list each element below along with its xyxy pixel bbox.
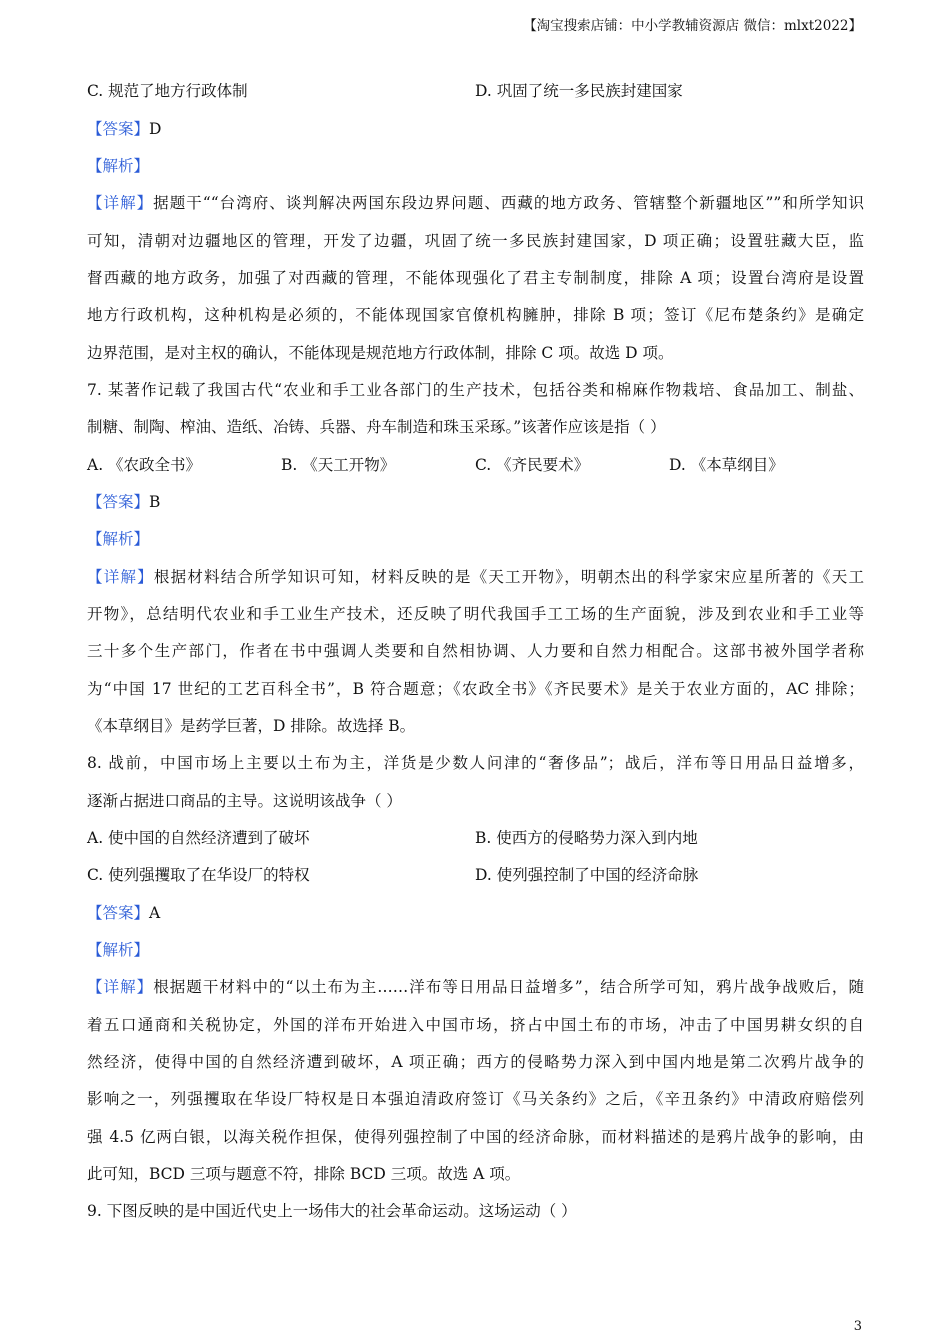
q8-option-b: B. 使西方的侵略势力深入到内地 [475,829,698,847]
q7-detail-text-1: 根据材料结合所学知识可知，材料反映的是《天工开物》，明朝杰出的科学家宋应星所著的《天工 [153,568,864,586]
q7-detail-line-5: 《本草纲目》是药学巨著，D 排除。故选择 B。 [87,717,416,735]
q9-stem: 9. 下图反映的是中国近代史上一场伟大的社会革命运动。这场运动（ ） [87,1202,577,1220]
q6-detail-line-4: 地方行政机构，这种机构是必须的，不能体现国家官僚机构臃肿，排除 B 项；签订《尼布楚条约》是确定 [87,306,864,324]
answer-tag: 【答案】 [87,120,150,138]
q8-stem-line-2: 逐渐占据进口商品的主导。这说明该战争（ ） [87,792,402,810]
q7-detail-line-3: 三十多个生产部门，作者在书中强调人类要和自然相协调、人力要和自然力相配合。这部书被外国学者称 [87,642,864,660]
q6-answer [87,119,864,139]
q7-detail-line-1 [87,567,864,587]
q8-analysis-heading [87,940,864,960]
q6-detail-line-3: 督西藏的地方政务，加强了对西藏的管理，不能体现强化了君主专制制度，排除 A 项；设置台湾府是设置 [87,269,864,287]
q6-detail-text-1: 据题干““台湾府、谈判解决两国东段边界问题、西藏的地方政务、管辖整个新疆地区””和所学知识 [153,194,864,212]
q7-stem-line-2: 制糖、制陶、榨油、造纸、冶铸、兵器、舟车制造和珠玉采琢。”该著作应该是指（ ） [87,418,666,436]
detail-tag: 【详解】 [87,978,154,996]
q7-option-b: B. 《天工开物》 [281,456,396,474]
detail-tag: 【详解】 [87,194,154,212]
q6-option-d: D. 巩固了统一多民族封建国家 [475,82,683,100]
answer-value: B [149,493,161,511]
q8-stem-line-1: 8. 战前，中国市场上主要以土布为主，洋货是少数人问津的“奢侈品”；战后，洋布等日用品日益增多， [87,754,864,772]
analysis-tag: 【解析】 [87,530,150,548]
detail-tag: 【详解】 [87,568,154,586]
q8-detail-line-2: 着五口通商和关税协定，外国的洋布开始进入中国市场，挤占中国土布的市场，冲击了中国男耕女织的自 [87,1016,864,1034]
answer-value: A [149,904,161,922]
q7-detail-line-4: 为“中国 17 世纪的工艺百科全书”，B 符合题意；《农政全书》《齐民要术》是关于农业方面的，AC 排除； [87,680,864,698]
q8-answer [87,903,864,923]
q6-detail-line-5: 边界范围，是对主权的确认，不能体现是规范地方行政体制，排除 C 项。故选 D 项。 [87,344,674,362]
analysis-tag: 【解析】 [87,941,150,959]
q8-detail-line-1 [87,977,864,997]
q8-option-d: D. 使列强控制了中国的经济命脉 [475,866,699,884]
q8-detail-line-3: 然经济，使得中国的自然经济遭到破坏，A 项正确；西方的侵略势力深入到中国内地是第二次鸦片战争的 [87,1053,864,1071]
q8-detail-line-4: 影响之一，列强攫取在华设厂特权是日本强迫清政府签订《马关条约》之后，《辛丑条约》中清政府赔偿列 [87,1090,864,1108]
q8-detail-line-5: 强 4.5 亿两白银，以海关税作担保，使得列强控制了中国的经济命脉，而材料描述的是鸦片战争的影响，由 [87,1128,864,1146]
page-number: 3 [853,1319,862,1334]
q6-option-c: C. 规范了地方行政体制 [87,82,248,100]
q7-detail-line-2: 开物》，总结明代农业和手工业生产技术，还反映了明代我国手工工场的生产面貌，涉及到农业和手工业等 [87,605,864,623]
q8-detail-text-1: 根据题干材料中的“以土布为主……洋布等日用品日益增多”，结合所学可知，鸦片战争战败后，随 [153,978,864,996]
answer-tag: 【答案】 [87,493,150,511]
q7-stem-line-1: 7. 某著作记载了我国古代“农业和手工业各部门的生产技术，包括谷类和棉麻作物栽培、食品加工、制盐、 [87,381,864,399]
q7-option-d: D. 《本草纲目》 [669,456,784,474]
q6-analysis-heading [87,156,864,176]
q6-detail-line-1 [87,193,864,213]
q7-analysis-heading [87,529,864,549]
q8-detail-line-6: 此可知，BCD 三项与题意不符，排除 BCD 三项。故选 A 项。 [87,1165,521,1183]
q8-option-c: C. 使列强攫取了在华设厂的特权 [87,866,310,884]
q7-option-c: C. 《齐民要术》 [475,456,590,474]
q7-option-a: A. 《农政全书》 [87,456,202,474]
answer-tag: 【答案】 [87,904,150,922]
answer-value: D [149,120,162,138]
q8-option-a: A. 使中国的自然经济遭到了破坏 [87,829,310,847]
q7-answer [87,492,864,512]
page-header: 【淘宝搜索店铺：中小学教辅资源店 微信：mlxt2022】 [523,18,862,34]
q6-detail-line-2: 可知，清朝对边疆地区的管理，开发了边疆，巩固了统一多民族封建国家，D 项正确；设置驻藏大臣，监 [87,232,864,250]
analysis-tag: 【解析】 [87,157,150,175]
